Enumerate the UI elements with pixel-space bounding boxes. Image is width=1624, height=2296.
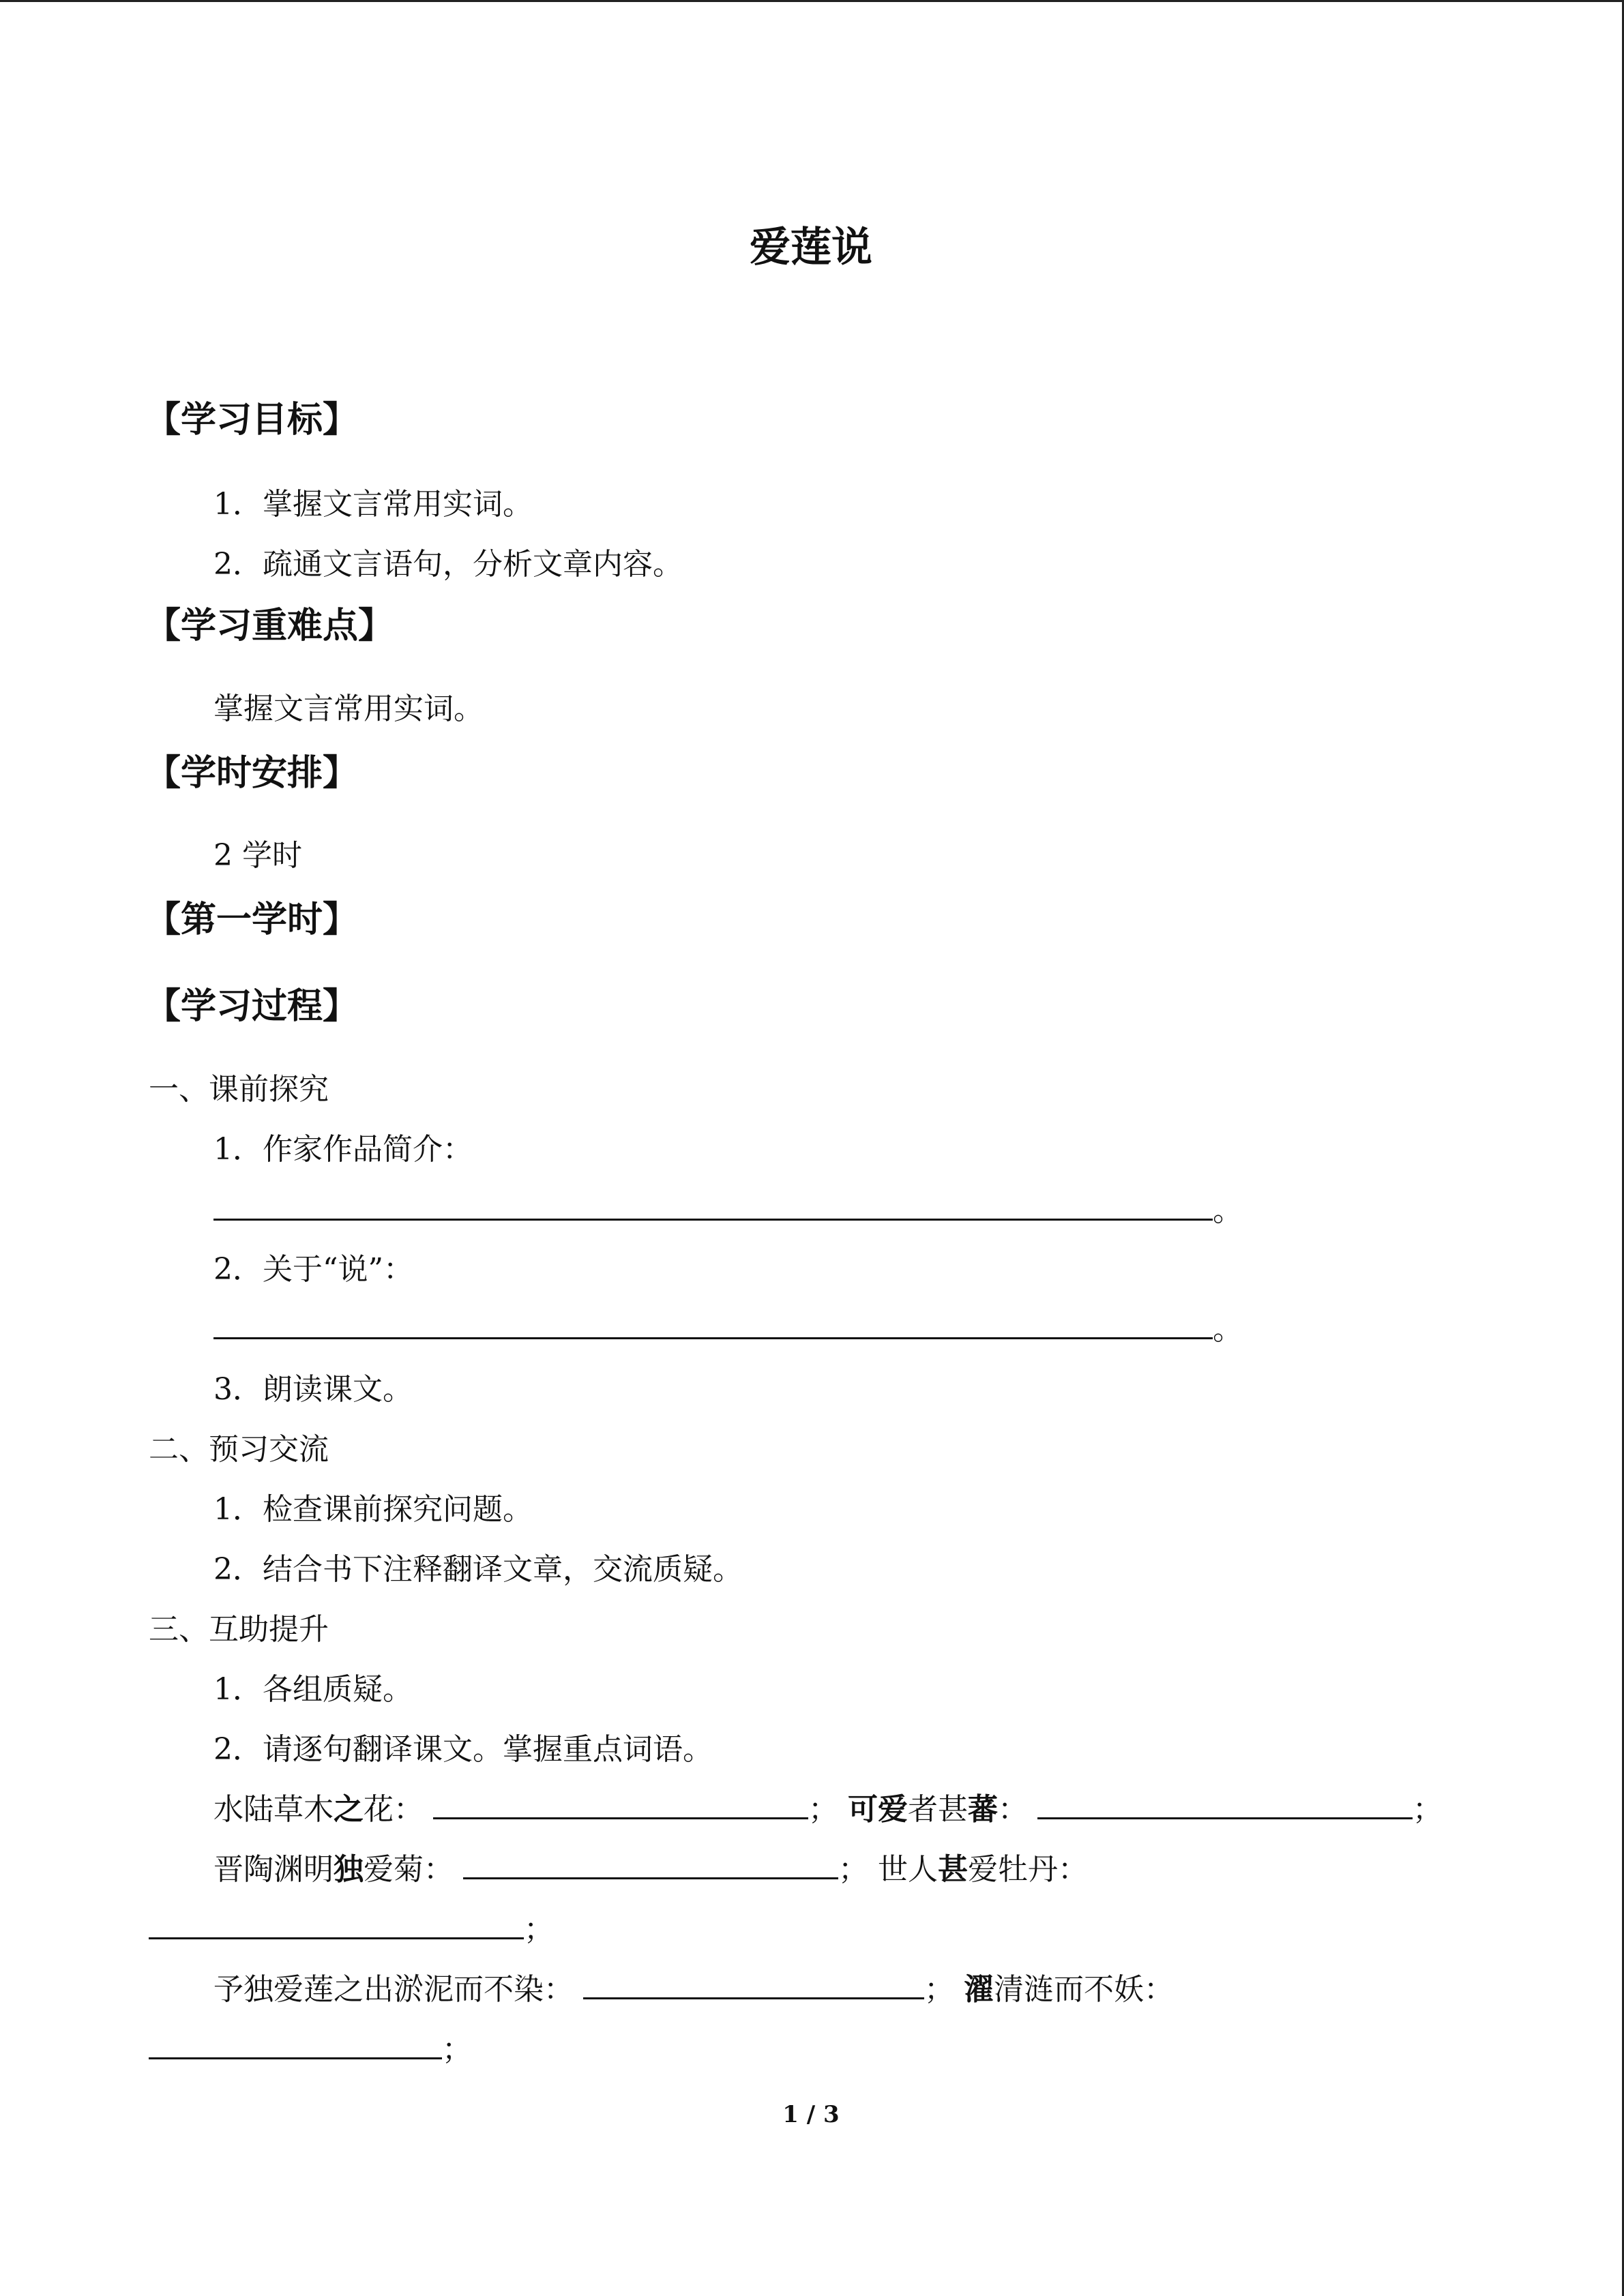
heading-key-points: 【学习重难点】	[145, 606, 394, 646]
document-title: 爱莲说	[750, 224, 872, 271]
answer-blank[interactable]	[149, 2031, 442, 2059]
answer-line-2	[213, 1304, 1243, 1348]
phrase-text: 花：	[364, 1792, 424, 1827]
period-mark: 。	[1213, 1312, 1243, 1347]
answer-blank[interactable]	[213, 1193, 1213, 1221]
answer-blank[interactable]	[583, 1971, 924, 1999]
phrase-text: 者甚	[908, 1792, 968, 1827]
phrase-text: 清涟而不妖：	[994, 1972, 1174, 2007]
phrase-line-1	[213, 1785, 1443, 1828]
section-3-item-2: 2．请逐句翻译课文。掌握重点词语。	[213, 1732, 713, 1767]
semicolon: ；	[524, 1912, 554, 1947]
phrase-key-word: 可爱	[848, 1792, 908, 1827]
phrase-line-3	[213, 1965, 1174, 2008]
heading-goals: 【学习目标】	[145, 400, 359, 441]
semicolon: ；	[442, 2032, 472, 2067]
phrase-line-3-continued	[149, 2025, 472, 2068]
section-2-title: 二、预习交流	[149, 1432, 329, 1467]
answer-blank[interactable]	[213, 1311, 1213, 1339]
phrase-text: ：	[998, 1792, 1028, 1827]
section-2-item-1: 1．检查课前探究问题。	[213, 1492, 533, 1527]
phrase-text: 世人	[878, 1852, 938, 1887]
phrase-text: 爱菊：	[364, 1852, 454, 1887]
semicolon: ；	[1413, 1792, 1443, 1827]
key-point-text: 掌握文言常用实词。	[213, 691, 484, 726]
goal-item-2: 2．疏通文言语句，分析文章内容。	[213, 547, 683, 582]
answer-blank[interactable]	[149, 1911, 524, 1939]
page-number: 1 / 3	[782, 2101, 840, 2128]
answer-blank[interactable]	[463, 1851, 838, 1879]
period-mark: 。	[1213, 1193, 1243, 1228]
answer-blank[interactable]	[433, 1791, 808, 1819]
phrase-text: 晋陶渊明	[213, 1852, 334, 1887]
section-1-item-3: 3．朗读课文。	[213, 1372, 413, 1407]
phrase-text: 水陆草木	[213, 1792, 334, 1827]
heading-process: 【学习过程】	[145, 986, 359, 1027]
phrase-key-word: 之	[334, 1792, 364, 1827]
section-1-item-2: 2．关于“说”：	[213, 1252, 413, 1287]
goal-item-1: 1．掌握文言常用实词。	[213, 487, 533, 522]
section-1-item-1: 1．作家作品简介：	[213, 1132, 473, 1167]
heading-schedule: 【学时安排】	[145, 753, 359, 794]
heading-first-period: 【第一学时】	[145, 899, 359, 940]
semicolon: ；	[838, 1852, 868, 1887]
phrase-key-word: 蕃	[968, 1792, 998, 1827]
section-1-title: 一、课前探究	[149, 1072, 329, 1107]
phrase-key-word: 独	[334, 1852, 364, 1887]
phrase-text: 爱牡丹：	[968, 1852, 1088, 1887]
phrase-line-2	[213, 1845, 1088, 1888]
semicolon: ；	[808, 1792, 838, 1827]
schedule-text: 2 学时	[213, 838, 302, 873]
phrase-key-word: 甚	[938, 1852, 968, 1887]
answer-blank[interactable]	[1037, 1791, 1413, 1819]
section-3-item-1: 1．各组质疑。	[213, 1672, 413, 1707]
semicolon: ；	[924, 1972, 954, 2007]
section-3-title: 三、互助提升	[149, 1612, 329, 1647]
phrase-key-word: 濯	[964, 1972, 994, 2007]
answer-line-1	[213, 1186, 1243, 1229]
section-2-item-2: 2．结合书下注释翻译文章，交流质疑。	[213, 1552, 743, 1587]
phrase-text: 予独爱莲之出淤泥而不染：	[213, 1972, 574, 2007]
phrase-line-2-continued	[149, 1905, 554, 1948]
